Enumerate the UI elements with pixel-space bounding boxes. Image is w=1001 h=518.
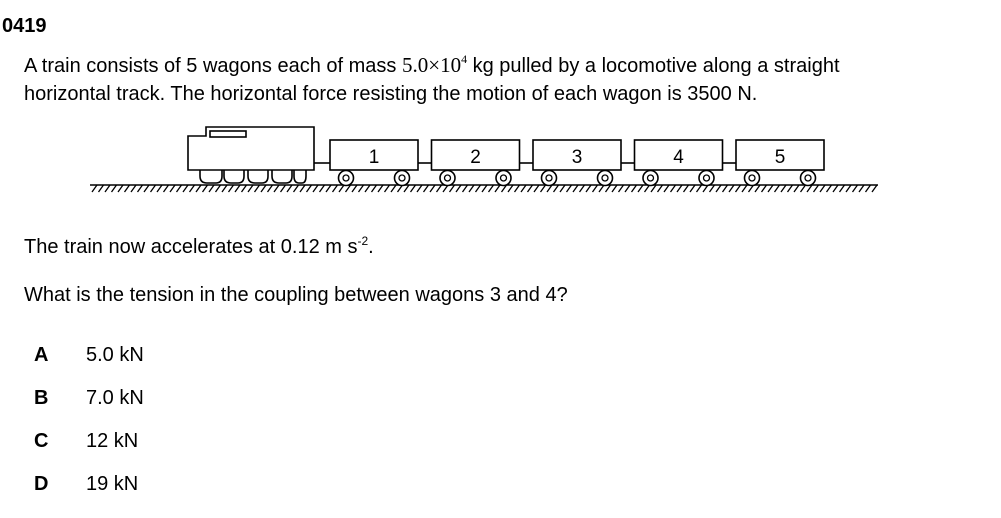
question-number: 0419 xyxy=(2,15,47,37)
question-stem xyxy=(24,45,999,108)
mass-base: 10 xyxy=(440,53,462,77)
wagon-label: 3 xyxy=(571,147,583,168)
wagon-label: 1 xyxy=(368,147,380,168)
wagon-wheel xyxy=(339,171,354,186)
wagon-wheel xyxy=(598,171,613,186)
stem-line-1 xyxy=(24,45,999,80)
wagon-1 xyxy=(330,140,432,186)
option-letter: C xyxy=(34,430,49,452)
train-diagram xyxy=(86,122,886,200)
option-c[interactable] xyxy=(34,428,138,454)
option-letter: A xyxy=(34,344,49,366)
wagon-wheel xyxy=(745,171,760,186)
option-letter: B xyxy=(34,387,49,409)
wagon-label: 4 xyxy=(673,147,684,168)
option-letter: D xyxy=(34,473,49,495)
wagon-wheel xyxy=(643,171,658,186)
times-sign: × xyxy=(428,53,441,77)
option-text: 19 kN xyxy=(86,473,139,495)
option-d[interactable] xyxy=(34,471,138,497)
wagon-2 xyxy=(432,140,534,186)
option-text: 5.0 kN xyxy=(86,344,144,366)
acceleration-text: The train now accelerates at 0.12 m s xyxy=(24,236,358,258)
wagon-wheel xyxy=(801,171,816,186)
stem-text-before-mass: A train consists of 5 wagons each of mass xyxy=(24,55,402,77)
option-text: 7.0 kN xyxy=(86,387,144,409)
option-a[interactable] xyxy=(34,342,144,368)
wagon-wheel xyxy=(542,171,557,186)
wagon-mass xyxy=(402,53,467,77)
wagons xyxy=(330,140,824,186)
option-text: 12 kN xyxy=(86,430,139,452)
wagon-4 xyxy=(635,140,737,186)
wagon-wheel xyxy=(496,171,511,186)
wagon-5 xyxy=(736,140,824,186)
wagon-wheel xyxy=(440,171,455,186)
ground-hatching xyxy=(92,185,877,192)
wagon-label: 2 xyxy=(470,147,481,168)
mass-exponent: 4 xyxy=(461,52,468,66)
wagon-wheel xyxy=(395,171,410,186)
wagon-label: 5 xyxy=(774,147,786,168)
acceleration-end: . xyxy=(368,236,374,258)
question-text: What is the tension in the coupling between wagons 3 and 4? xyxy=(24,284,568,306)
acceleration-statement xyxy=(24,228,374,260)
mass-coefficient: 5.0 xyxy=(401,53,429,77)
option-b[interactable] xyxy=(34,385,144,411)
stem-text-after-mass: kg pulled by a locomotive along a straight xyxy=(467,55,840,77)
acceleration-exponent: -2 xyxy=(357,234,369,248)
locomotive xyxy=(188,127,314,183)
stem-line-2: horizontal track. The horizontal force resisting the motion of each wagon is 3500 N. xyxy=(24,83,758,105)
wagon-wheel xyxy=(699,171,714,186)
locomotive-wheels xyxy=(200,170,306,183)
wagon-3 xyxy=(533,140,635,186)
